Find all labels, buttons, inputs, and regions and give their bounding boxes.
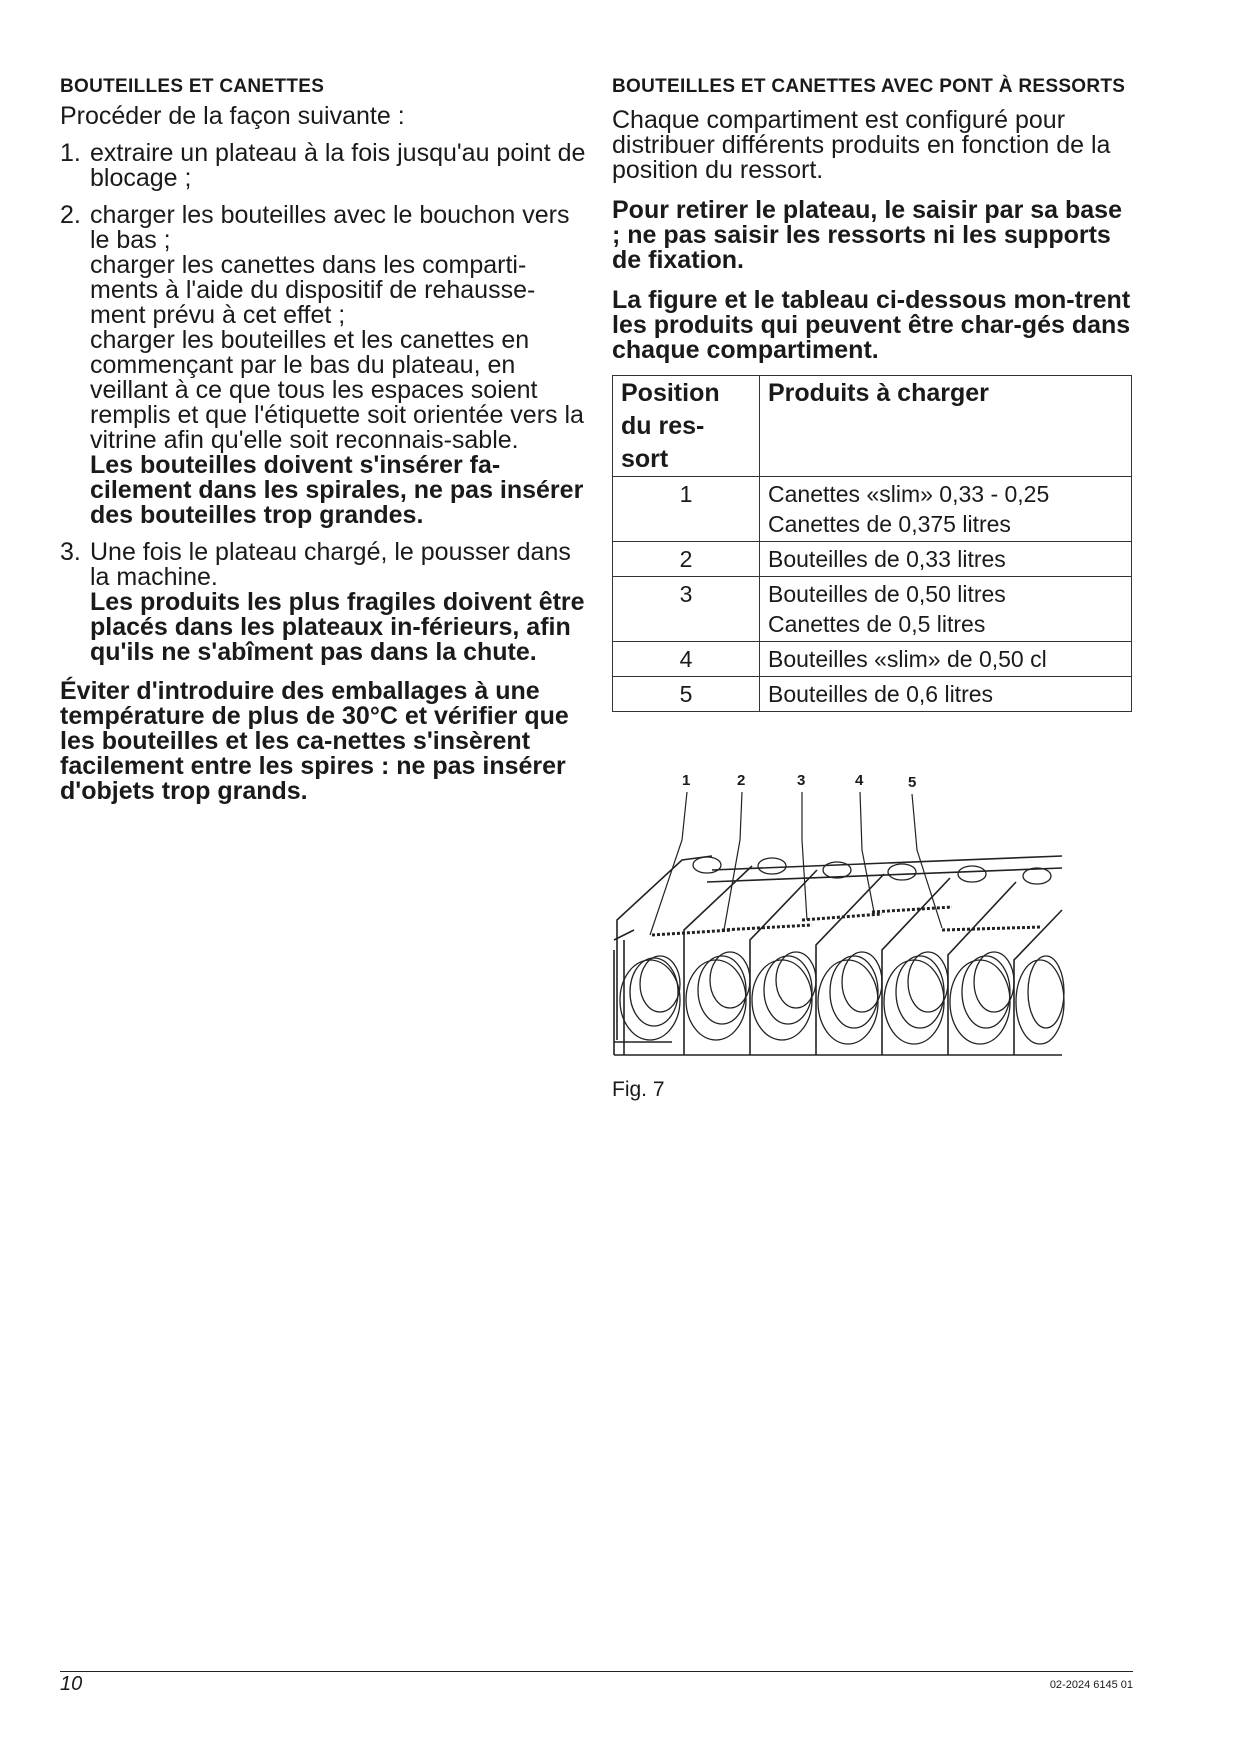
products-cell: [760, 642, 1132, 677]
figure-caption: Fig. 7: [612, 1078, 665, 1101]
table-header-row: [613, 376, 1132, 477]
step-text: Une fois le plateau chargé, le pousser dans la machine.: [90, 538, 571, 591]
temperature-warning: Éviter d'introduire des emballages à une température de plus de 30°C et vérifier que les bouteilles et les ca-nettes s'insèrent facilement entre les spires : ne pas insérer d'objets trop grands.: [60, 677, 569, 805]
spring-label-3: 3: [797, 772, 806, 789]
column-header-products: Produits à charger: [760, 376, 1132, 477]
position-cell: 2: [613, 542, 760, 577]
step-text: charger les bouteilles avec le bouchon vers le bas ;: [90, 201, 570, 254]
table-intro: La figure et le tableau ci-dessous mon-trent les produits qui peuvent être char-gés dans chaque compartiment.: [612, 286, 1131, 364]
step-1: [60, 141, 590, 191]
spring-label-4: 4: [855, 772, 864, 789]
product-line: Canettes de 0,375 litres: [768, 511, 1011, 537]
products-cell: [760, 577, 1132, 642]
product-line: Bouteilles de 0,6 litres: [768, 681, 994, 707]
compartment-description: Chaque compartiment est configuré pour distribuer différents produits en fonction de la position du ressort.: [612, 106, 1111, 184]
table-row: [613, 642, 1132, 677]
spring-label-5: 5: [908, 774, 917, 791]
product-line: Bouteilles «slim» de 0,50 cl: [768, 646, 1047, 672]
products-cell: [760, 477, 1132, 542]
position-cell: 1: [613, 477, 760, 542]
step-2: [60, 203, 590, 528]
product-line: Canettes de 0,5 litres: [768, 611, 986, 637]
section-heading-spring-bridge: BOUTEILLES ET CANETTES AVEC PONT À RESSORTS: [612, 76, 1126, 97]
step-warning: Les bouteilles doivent s'insérer fa-cilement dans les spirales, ne pas insérer des bouteilles trop grandes.: [90, 451, 584, 529]
step-text: extraire un plateau à la fois jusqu'au point de blocage ;: [90, 139, 586, 192]
tray-drawing: [612, 770, 1072, 1070]
position-cell: 5: [613, 677, 760, 712]
products-table: [612, 375, 1132, 712]
footer-divider: [60, 1671, 1133, 1672]
left-column: [60, 72, 590, 804]
products-cell: [760, 677, 1132, 712]
step-text-order: charger les bouteilles et les canettes en commençant par le bas du plateau, en veillant à ce que tous les espaces soient remplis et que l'étiquette soit orientée vers la vitrine afin qu'elle soit reconnais-sable.: [90, 326, 584, 454]
intro-text: Procéder de la façon suivante :: [60, 102, 405, 130]
position-cell: 4: [613, 642, 760, 677]
product-line: Bouteilles de 0,50 litres: [768, 581, 1006, 607]
steps-list: [60, 141, 590, 665]
product-line: Bouteilles de 0,33 litres: [768, 546, 1006, 572]
spring-label-1: 1: [682, 772, 691, 789]
section-heading-bottles-cans: BOUTEILLES ET CANETTES: [60, 76, 325, 97]
position-cell: 3: [613, 577, 760, 642]
table-row: [613, 677, 1132, 712]
step-number: 1.: [60, 139, 81, 167]
step-3: [60, 540, 590, 665]
table-row: [613, 477, 1132, 542]
document-code: 02-2024 6145 01: [1049, 1679, 1133, 1691]
column-header-position: Position du res-sort: [613, 376, 760, 477]
table-row: [613, 577, 1132, 642]
step-text-cans: charger les canettes dans les comparti-ments à l'aide du dispositif de rehausse-ment prévu à cet effet ;: [90, 251, 536, 329]
right-column: [612, 72, 1132, 712]
step-number: 2.: [60, 201, 81, 229]
figure-tray-springs: [612, 770, 1072, 1106]
table-row: [613, 542, 1132, 577]
products-cell: [760, 542, 1132, 577]
page-number: 10: [60, 1673, 83, 1695]
step-warning: Les produits les plus fragiles doivent être placés dans les plateaux in-férieurs, afin qu'ils ne s'abîment pas dans la chute.: [90, 588, 585, 666]
step-number: 3.: [60, 538, 81, 566]
product-line: Canettes «slim» 0,33 - 0,25: [768, 481, 1050, 507]
removal-instruction: Pour retirer le plateau, le saisir par sa base ; ne pas saisir les ressorts ni les supports de fixation.: [612, 196, 1122, 274]
spring-label-2: 2: [737, 772, 746, 789]
